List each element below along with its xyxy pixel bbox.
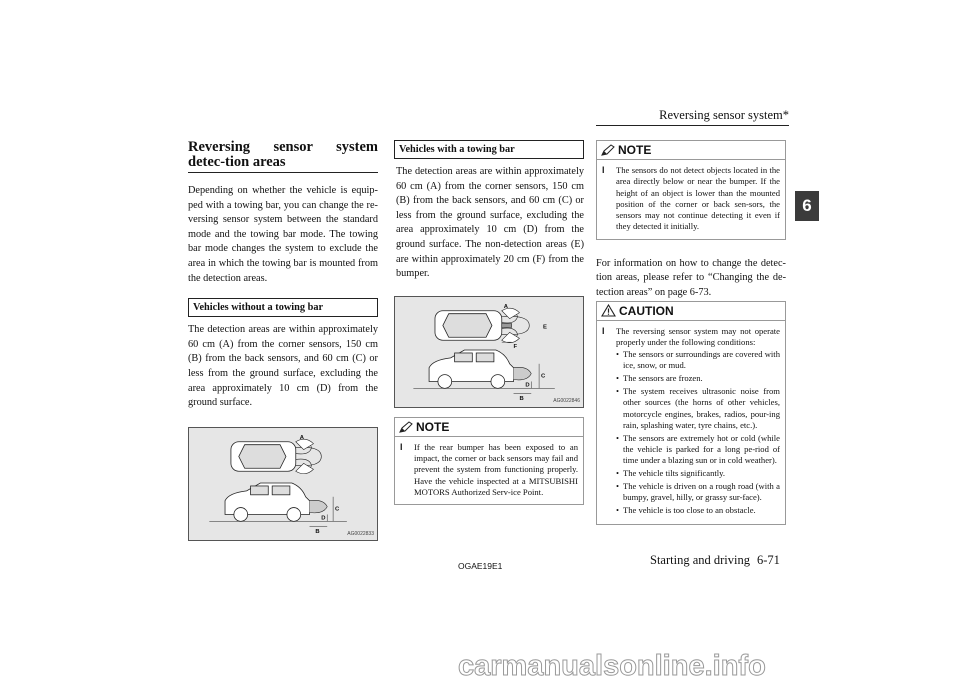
vehicle-diagram-icon xyxy=(395,297,583,407)
label-d: D xyxy=(525,382,530,389)
label-d: D xyxy=(321,515,326,522)
note-item xyxy=(400,442,578,498)
label-a: A xyxy=(503,303,508,310)
towing-bar-paragraph: The detection areas are within approximately 60 cm (A) from the corner sensors, 150 cm (B) from the back sensors, and 60 cm (C) or less from the ground surface, excluding the area approximately 10 cm (D) from the ground surface. The non-detection areas (E) are within approximately 20 cm (F) from the bumper. xyxy=(396,166,584,280)
list-item: • The sensors are extremely hot or cold (while the vehicle is parked for a long pe-riod of time under a blazing sun or in cold weather). xyxy=(616,433,780,467)
bullet-icon: l xyxy=(602,325,605,336)
label-e: E xyxy=(543,324,547,331)
vehicle-diagram-icon xyxy=(189,428,377,540)
section-title: Reversing sensor system detec-tion areas xyxy=(188,140,378,173)
right-column xyxy=(596,140,786,525)
note-item xyxy=(602,165,780,233)
intro-paragraph: Depending on whether the vehicle is equip-ped with a towing bar, you can change the re-versing sensor system between the standard mode and the towing bar mode. The towing bar mode changes the system to exclude the area in which the towing bar is mounted from the detection areas. xyxy=(188,185,378,284)
caution-lead-item xyxy=(602,326,780,349)
left-column xyxy=(188,140,378,541)
middle-column xyxy=(394,140,584,505)
note-title: NOTE xyxy=(416,419,450,434)
running-head: Reversing sensor system* xyxy=(659,108,789,122)
page-number: 6-71 xyxy=(757,553,780,567)
pencil-icon xyxy=(601,144,615,156)
label-a: A xyxy=(299,434,304,441)
watermark-link[interactable]: carmanualsonline.info xyxy=(458,650,766,679)
footer-section-title: Starting and driving xyxy=(650,553,750,567)
label-b: B xyxy=(519,395,524,402)
caution-box xyxy=(596,301,786,525)
info-paragraph: For information on how to change the detec-tion areas, please refer to “Changing the de-tection areas” on page 6-73. xyxy=(596,257,786,298)
list-item: • The sensors are frozen. xyxy=(616,373,780,384)
detection-area-figure xyxy=(188,427,378,541)
list-item: • The sensors or surroundings are covered with ice, snow, or mud. xyxy=(616,349,780,372)
subhead-without-towing-bar: Vehicles without a towing bar xyxy=(188,298,378,317)
figure-code: AG0022833 xyxy=(347,530,374,537)
bullet-icon: l xyxy=(400,441,403,452)
note-header xyxy=(597,141,785,160)
note-box xyxy=(394,417,584,505)
label-b: B xyxy=(315,528,320,535)
note-header xyxy=(395,418,583,437)
list-item: • The vehicle is too close to an obstacle. xyxy=(616,505,780,516)
caution-conditions-list xyxy=(602,349,780,516)
towing-bar-figure xyxy=(394,296,584,408)
pencil-icon xyxy=(399,421,413,433)
footer-code: OGAE19E1 xyxy=(458,561,503,571)
chapter-tab[interactable]: 6 xyxy=(795,191,819,221)
note-title: NOTE xyxy=(618,143,652,157)
label-c: C xyxy=(335,506,340,513)
list-item: • The vehicle tilts significantly. xyxy=(616,468,780,479)
detection-areas-paragraph: The detection areas are within approximately 60 cm (A) from the corner sensors, 150 cm (B) from the back sensors, and 60 cm (C) or less from the ground surface, excluding the area approximately 10 cm (D) from the ground surface. xyxy=(188,324,378,409)
caution-lead-text: The reversing sensor system may not operate properly under the following conditions: xyxy=(616,325,780,347)
list-item: • The vehicle is driven on a rough road (with a bumpy, gravel, hilly, or grassy sur-face). xyxy=(616,481,780,504)
note-text: The sensors do not detect objects located in the area directly below or near the bumper. If the height of an object is lower than the mounted position of the corner or back sen-sors, the sensors may not continue detecting it even if they detected it initially. xyxy=(616,165,780,232)
label-f: F xyxy=(513,343,518,350)
warning-triangle-icon xyxy=(601,304,616,317)
caution-header xyxy=(597,302,785,321)
label-c: C xyxy=(541,373,546,380)
list-item: • The system receives ultrasonic noise from other sources (the horns of other vehicles, motorcycle engines, brakes, radios, pour-ing rain, splashing water, tyre chains, etc.). xyxy=(616,386,780,431)
header-rule xyxy=(596,125,789,126)
note-box xyxy=(596,140,786,240)
caution-title: CAUTION xyxy=(619,303,674,318)
note-text: If the rear bumper has been exposed to an impact, the corner or back sensors may fail and prevent the system from functioning properly. Have the vehicle inspected at a MITSUBISHI MOTORS Authorized Serv-ice Point. xyxy=(414,441,578,497)
bullet-icon: l xyxy=(602,165,605,175)
figure-code: AG0022846 xyxy=(553,397,580,404)
subhead-with-towing-bar: Vehicles with a towing bar xyxy=(394,140,584,159)
